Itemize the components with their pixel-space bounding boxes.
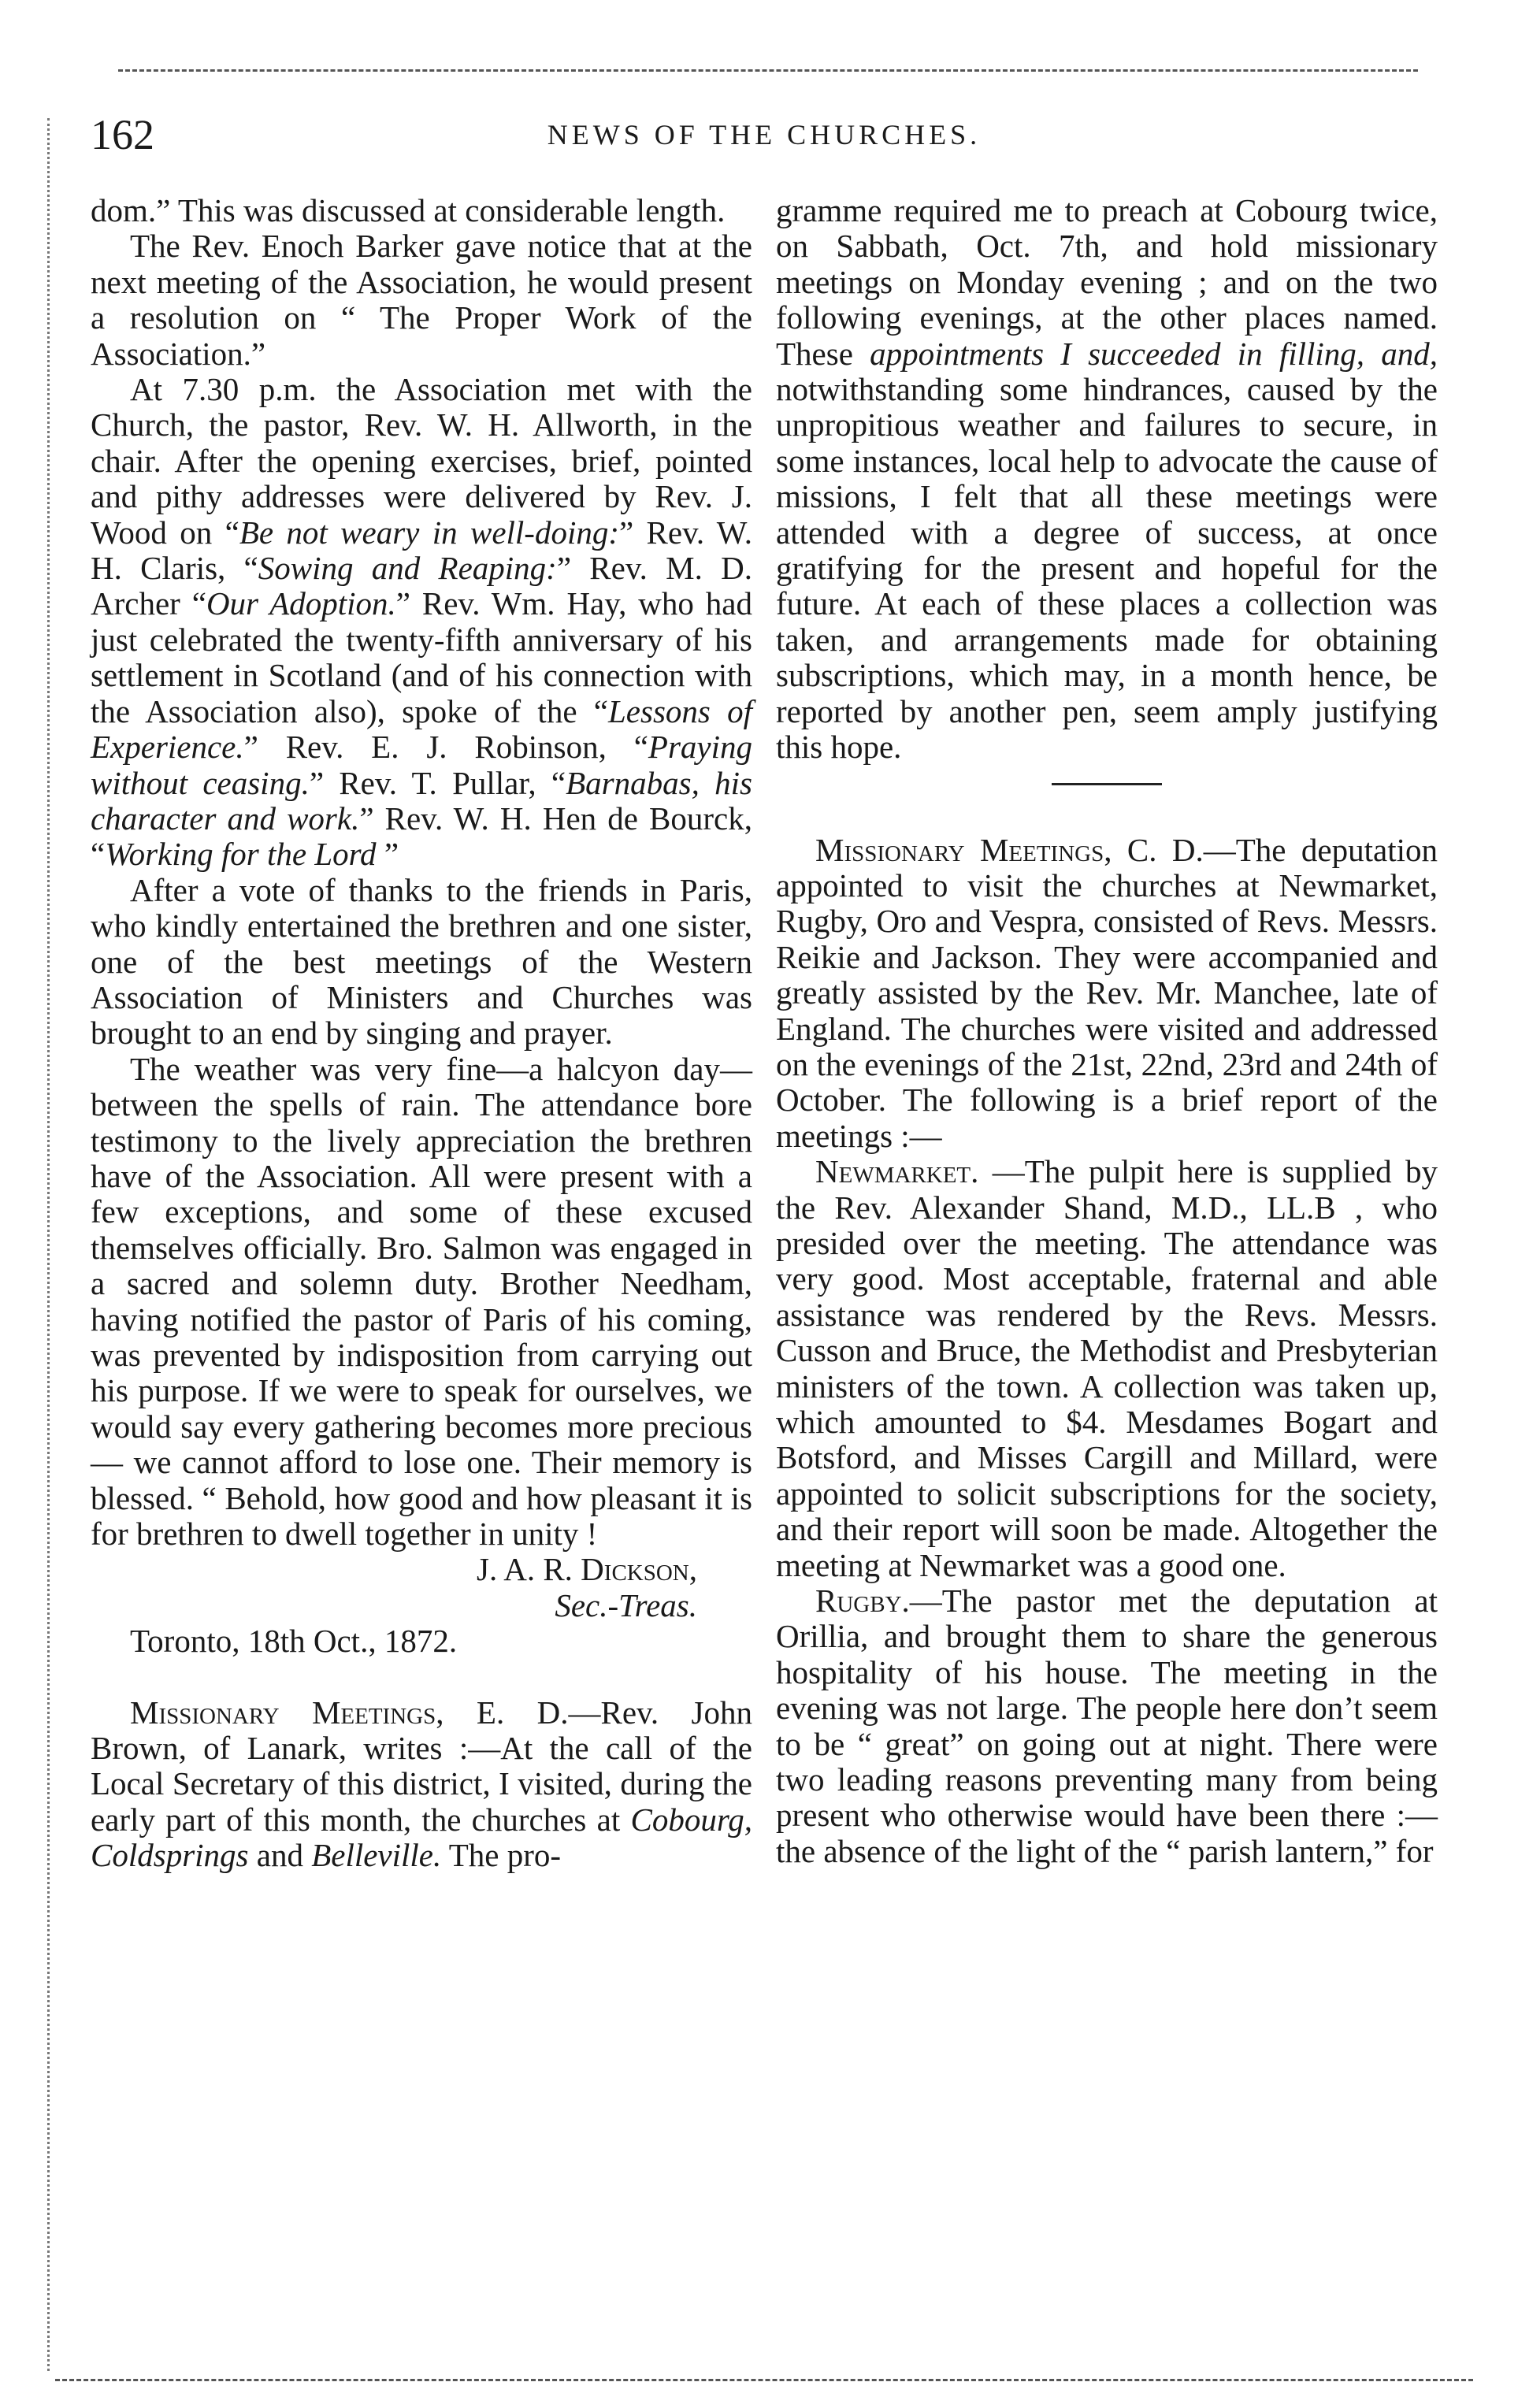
- text-run: —The deputation appointed to visit the churches at Newmarket, Rugby, Oro and Vespra, consisted of Revs. Messrs. Reikie and Jackson. They were accompanied and greatly assisted by the Rev. Mr. Manchee, late of England. The churches were visited and addressed on the evenings of the 21st, 22nd, 23rd and 24th of October. The following is a brief report of the meetings :—: [776, 831, 1438, 1154]
- italic-run: appointments I succeeded in filling, and,: [870, 335, 1438, 372]
- section-heading: Rugby.: [815, 1582, 910, 1620]
- paragraph-newmarket: [776, 1154, 1438, 1583]
- address-title: Sowing and Reaping:: [258, 550, 557, 587]
- section-separator: [1052, 783, 1162, 785]
- running-head: NEWS OF THE CHURCHES.: [547, 119, 982, 150]
- right-column: [776, 193, 1438, 1869]
- text-run: ” Rev. M. D. Archer “: [91, 550, 752, 622]
- place-name: Coldsprings: [91, 1837, 249, 1874]
- place-name: Belleville.: [311, 1837, 442, 1874]
- place-name: Cobourg,: [630, 1801, 752, 1838]
- text-run: ” Rev. E. J. Robinson, “: [243, 729, 648, 766]
- text-run: ” Rev. Wm. Hay, who had just celebrated the twenty-fifth anniversary of his settlement in Scotland (and of his connection with the Association also), spoke of the “: [91, 585, 752, 729]
- address-title: Working for the Lord: [105, 836, 377, 873]
- paragraph-missionary-ed: [91, 1695, 752, 1874]
- text-run: notwithstanding some hindrances, caused by the unpropitious weather and failures to secure, in some instances, local help to advocate the cause of missions, I felt that all these meetings were attended with a degree of success, at once gratifying for the present and hopeful for the future. At each of these places a collection was taken, and arrangements made for obtaining subscriptions, which may, in a month hence, be reported by another pen, seem amply justifying this hope.: [776, 371, 1438, 766]
- page-header: [91, 110, 1438, 173]
- text-run: —Rev. John Brown, of Lanark, writes :—At the call of the Local Secretary of this district, I visited, during the early part of this month, the churches at: [91, 1694, 752, 1838]
- top-rule: [118, 69, 1418, 72]
- paragraph: dom.” This was discussed at considerable length.: [91, 192, 726, 228]
- section-heading: Missionary Meetings, E. D.: [130, 1694, 569, 1731]
- text-run: and: [248, 1837, 312, 1874]
- paragraph-rugby: [776, 1583, 1438, 1869]
- address-title: Our Adoption.: [206, 585, 396, 622]
- text-run: gramme required me to preach at Cobourg twice, on Sabbath, Oct. 7th, and hold missionary meetings on Monday evening ; and on the two following evenings, at the other places named. These: [776, 192, 1438, 372]
- page-number: 162: [91, 111, 154, 158]
- address-title: Lessons of Experience.: [91, 692, 752, 766]
- section-heading: Missionary Meetings, C. D.: [815, 831, 1204, 868]
- paragraph: After a vote of thanks to the friends in Paris, who kindly entertained the brethren and one sister, one of the best meetings of the Western Association of Ministers and Churches was brought to an end by singing and prayer.: [91, 871, 752, 1052]
- address-title: Be not weary in well-doing:: [239, 514, 619, 551]
- address-title: Praying without ceasing.: [91, 729, 752, 801]
- text-run: At 7.30 p.m. the Association met with the Church, the pastor, Rev. W. H. Allworth, in the chair. After the opening exercises, brief, pointed and pithy addresses were delivered by Rev. J. Wood on “: [91, 371, 752, 551]
- paragraph: The Rev. Enoch Barker gave notice that at the next meeting of the Association, he would present a resolution on “ The Proper Work of the Association.”: [91, 228, 752, 372]
- text-run: ” Rev. W. H. Hen de Bourck, “: [91, 800, 752, 873]
- address-title: Barnabas, his character and work.: [91, 764, 752, 837]
- text-run: —The pulpit here is supplied by the Rev. Alexander Shand, M.D., LL.B , who presided over the meeting. The attendance was very good. Most acceptable, fraternal and able assistance was rendered by the Revs. Messrs. Cusson and Bruce, the Methodist and Presbyterian ministers of the town. A collection was taken up, which amounted to $4. Mesdames Bogart and Botsford, and Misses Cargill and Millard, were appointed to solicit subscriptions for the society, and their report will soon be made. Altogether the meeting at Newmarket was a good one.: [776, 1153, 1438, 1583]
- paragraph: The weather was very fine—a halcyon day—between the spells of rain. The attendance bore testimony to the lively appreciation the brethren have of the Association. All were present with a few exceptions, and some of these excused themselves officially. Bro. Salmon was engaged in a sacred and solemn duty. Brother Needham, having notified the pastor of Paris of his coming, was prevented by indisposition from carrying out his purpose. If we were to speak for ourselves, we would say every gathering becomes more precious— we cannot afford to lose one. Their memory is blessed. “ Behold, how good and how pleasant it is for brethren to dwell together in unity !: [91, 1050, 752, 1553]
- text-run: ” Rev. T. Pullar, “: [309, 764, 566, 801]
- paragraph-continued: [776, 193, 1438, 766]
- spacer: [91, 1660, 752, 1695]
- dateline: Toronto, 18th Oct., 1872.: [130, 1623, 458, 1660]
- text-run: ”: [376, 836, 399, 873]
- text-run: The pro-: [441, 1837, 562, 1874]
- left-margin-rule: [47, 118, 50, 2371]
- text-run: ” Rev. W. H. Claris, “: [91, 514, 752, 587]
- text-run: —The pastor met the deputation at Orillia, and brought them to share the generous hospitality of his house. The meeting in the evening was not large. The people here don’t seem to be “ great” on going out at night. There were two leading reasons preventing many from being present who otherwise would have been there :— the absence of the light of the “ parish lantern,” for: [776, 1582, 1438, 1869]
- left-column: [91, 193, 752, 1874]
- paragraph-missionary-cd: [776, 833, 1438, 1155]
- bottom-rule: [55, 2379, 1473, 2381]
- paragraph-addresses: [91, 372, 752, 873]
- signature-name: J. A. R. Dickson,: [477, 1551, 697, 1588]
- section-heading: Newmarket.: [815, 1153, 979, 1190]
- signature-title: Sec.-Treas.: [555, 1586, 697, 1623]
